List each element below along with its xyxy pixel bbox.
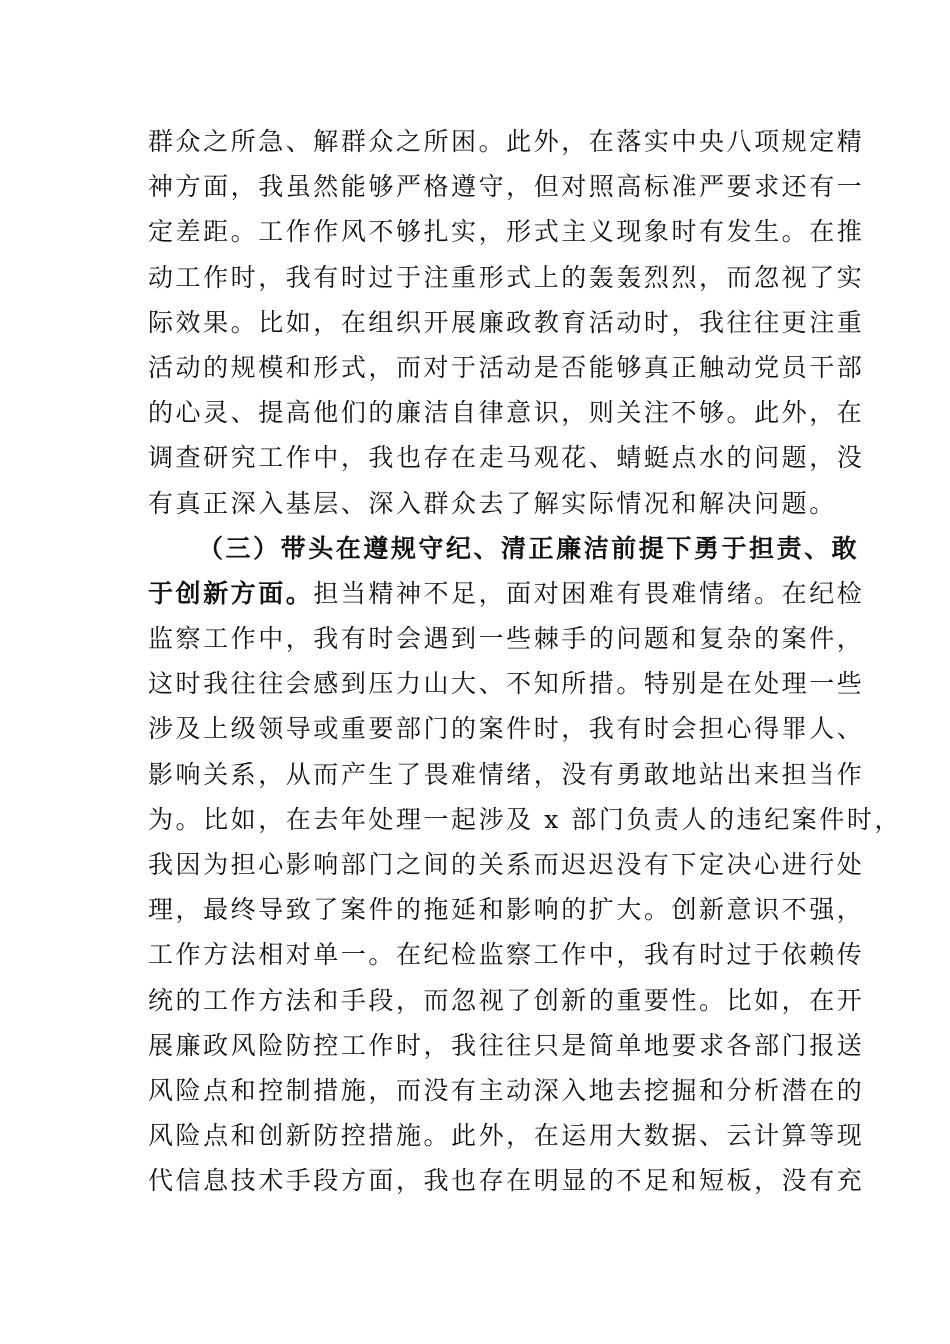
text-line: 统的工作方法和手段，而忽视了创新的重要性。比如，在开 <box>148 985 865 1015</box>
text-line: 神方面，我虽然能够严格遵守，但对照高标准严要求还有一 <box>148 172 865 202</box>
text-line: 工作方法相对单一。在纪检监察工作中，我有时过于依赖传 <box>148 940 865 970</box>
text-line: 群众之所急、解群众之所困。此外，在落实中央八项规定精 <box>148 127 865 156</box>
text-line <box>148 571 865 616</box>
text-line: 定差距。工作作风不够扎实，形式主义现象时有发生。在推 <box>148 217 865 247</box>
text-line: 为。比如，在去年处理一起涉及 x 部门负责人的违纪案件时， <box>148 804 902 834</box>
text-line: 理，最终导致了案件的拖延和影响的扩大。创新意识不强， <box>148 895 865 925</box>
text-line: 际效果。比如，在组织开展廉政教育活动时，我往往更注重 <box>148 307 865 337</box>
text-line: 动工作时，我有时过于注重形式上的轰轰烈烈，而忽视了实 <box>148 262 865 292</box>
section-heading-end: 于创新方面。 <box>148 578 314 608</box>
text-line: 监察工作中，我有时会遇到一些棘手的问题和复杂的案件， <box>148 624 865 654</box>
section-body-start: 担当精神不足，面对困难有畏难情绪。在纪检 <box>313 578 865 608</box>
text-line: 活动的规模和形式，而对于活动是否能够真正触动党员干部 <box>148 352 865 382</box>
body-text <box>148 119 902 1204</box>
text-line: 代信息技术手段方面，我也存在明显的不足和短板，没有充 <box>148 1166 865 1196</box>
text-line: 涉及上级领导或重要部门的案件时，我有时会担心得罪人、 <box>148 714 865 744</box>
text-line: 这时我往往会感到压力山大、不知所措。特别是在处理一些 <box>148 669 865 699</box>
text-line: 调查研究工作中，我也存在走马观花、蜻蜓点水的问题，没 <box>148 443 865 473</box>
text-line: 的心灵、提高他们的廉洁自律意识，则关注不够。此外，在 <box>148 398 865 428</box>
text-line: 展廉政风险防控工作时，我往往只是简单地要求各部门报送 <box>148 1030 865 1060</box>
text-line: 风险点和创新防控措施。此外，在运用大数据、云计算等现 <box>148 1121 865 1151</box>
text-line: 影响关系，从而产生了畏难情绪，没有勇敢地站出来担当作 <box>148 759 865 789</box>
text-line: 风险点和控制措施，而没有主动深入地去挖掘和分析潜在的 <box>148 1075 865 1105</box>
section-heading-line: （三）带头在遵规守纪、清正廉洁前提下勇于担责、敢 <box>198 533 860 563</box>
text-line: 我因为担心影响部门之间的关系而迟迟没有下定决心进行处 <box>148 850 865 879</box>
text-line: 有真正深入基层、深入群众去了解实际情况和解决问题。 <box>148 488 837 518</box>
